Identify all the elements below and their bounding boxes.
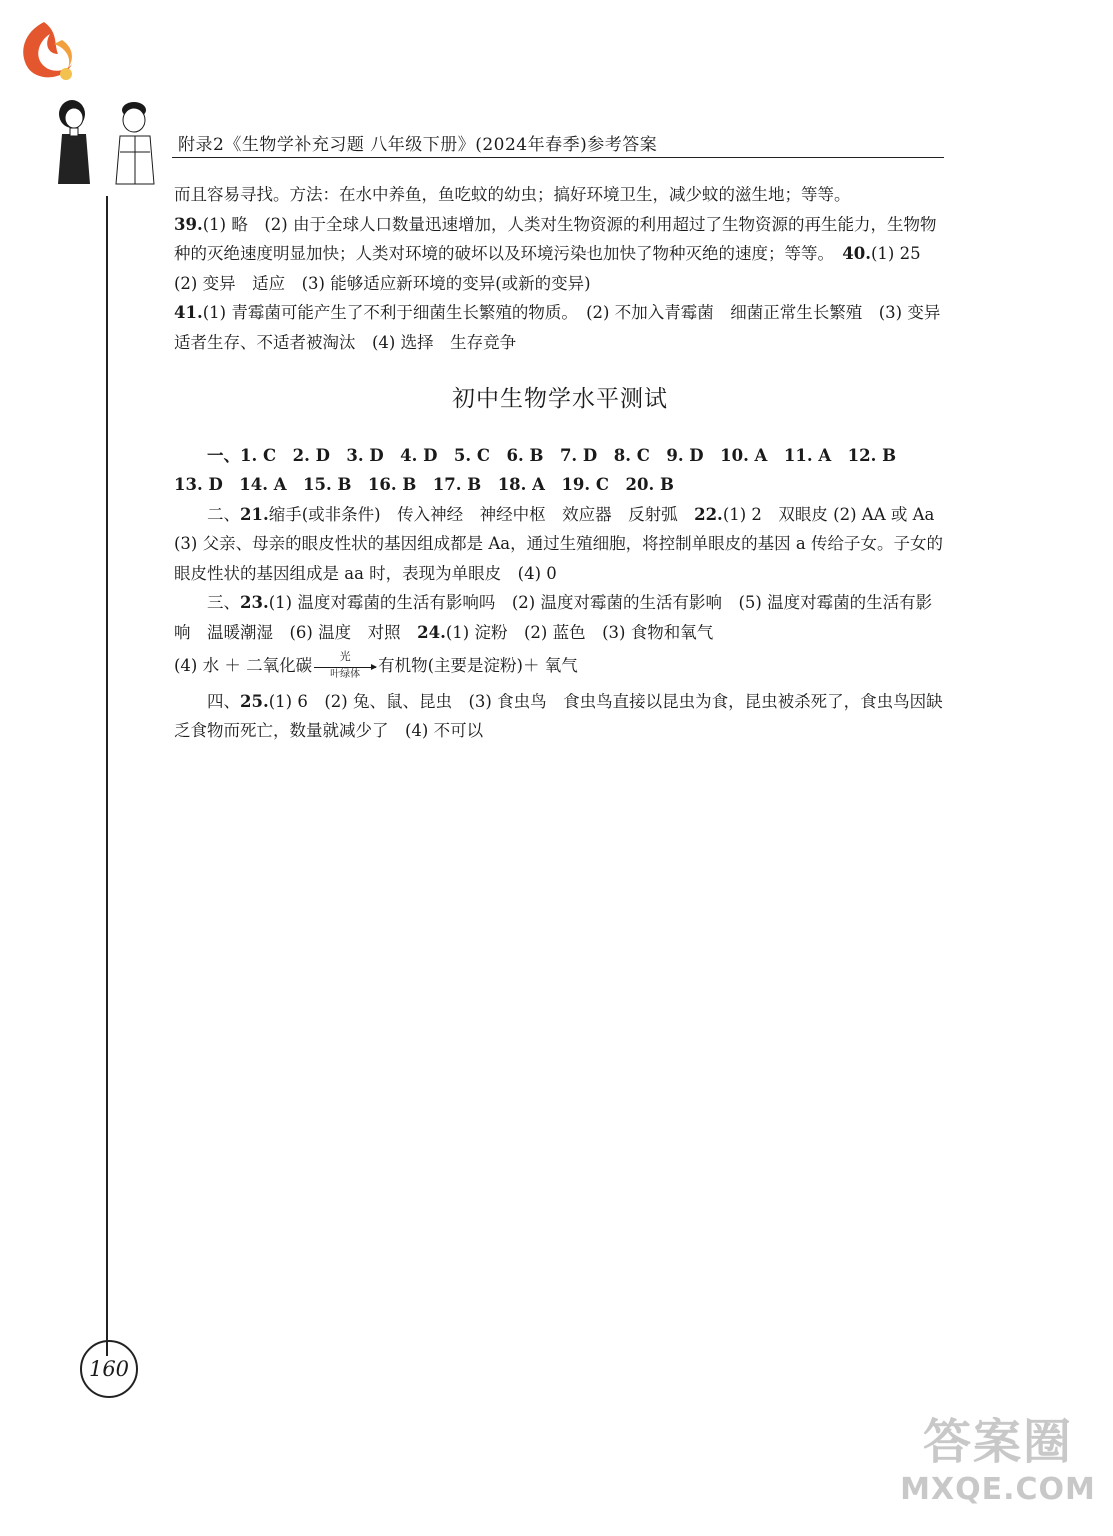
question-number: 40. — [842, 244, 871, 263]
question-number: 22. — [694, 504, 723, 524]
question-number: 41. — [174, 303, 203, 322]
watermark-text: 答案圈 — [922, 1414, 1073, 1470]
cartoon-students-icon — [50, 96, 162, 188]
section-prefix: 三、 — [207, 593, 240, 612]
publisher-logo-icon — [14, 18, 80, 82]
multiple-choice-line-2: 13. D 14. A 15. B 16. B 17. B 18. A 19. C 20. B — [174, 475, 674, 494]
answer-23-24 — [174, 588, 946, 647]
answer-text: (1) 温度对霉菌的生活有影响吗 (2) 温度对霉菌的生活有影响 (5) 温度对霉菌的生活有影响 温暖潮湿 (6) 温度 对照 — [174, 593, 933, 642]
section-prefix: 二、 — [207, 504, 240, 524]
watermark-logo — [891, 1412, 1105, 1532]
reaction-condition-light: 光 — [339, 649, 351, 663]
page-number: 160 — [80, 1340, 138, 1398]
reaction-arrow — [314, 649, 376, 680]
answer-text: (1) 青霉菌可能产生了不利于细菌生长繁殖的物质。 (2) 不加入青霉菌 细菌正常生长繁殖 (3) 变异 适者生存、不适者被淘汰 (4) 选择 生存竞争 — [174, 303, 957, 352]
header-rule — [172, 157, 944, 158]
section-prefix: 四、 — [207, 691, 240, 711]
multiple-choice-line-1: 一、1. C 2. D 3. D 4. D 5. C 6. B 7. D 8. C 9. D 10. A 11. A 12. B — [207, 445, 897, 465]
answer-text: (1) 略 (2) 由于全球人口数量迅速增加，人类对生物资源的利用超过了生物资源的再生能力，生物物种的灭绝速度明显加快；人类对环境的破坏以及环境污染也加快了物种灭绝的速度；等等。 — [174, 214, 937, 263]
section-title: 初中生物学水平测试 — [452, 386, 668, 412]
question-number: 23. — [240, 593, 269, 612]
answer-text: (1) 2 双眼皮 (2) AA 或 Aa (3) 父亲、母亲的眼皮性状的基因组成都是 Aa，通过生殖细胞，将控制单眼皮的基因 a 传给子女。子女的眼皮性状的基因组成是 aa 时，表现为单眼皮 (4) 0 — [174, 504, 951, 583]
photosynthesis-equation — [174, 651, 946, 681]
question-number: 25. — [240, 691, 269, 711]
answer-39-40 — [174, 210, 946, 299]
equation-products: 有机物(主要是淀粉)＋ 氧气 — [378, 656, 578, 675]
margin-rule — [106, 196, 108, 1356]
answer-text: (1) 25 (2) 变异 适应 (3) 能够适应新环境的变异(或新的变异) — [174, 244, 938, 293]
running-header: 附录2《生物学补充习题 八年级下册》(2024年春季)参考答案 — [178, 135, 658, 155]
watermark-url: MXQE.COM — [900, 1472, 1096, 1507]
answer-41 — [174, 298, 957, 357]
question-number: 39. — [174, 214, 203, 234]
continued-line: 而且容易寻找。方法：在水中养鱼，鱼吃蚊的幼虫；搞好环境卫生，减少蚊的滋生地；等等。 — [174, 185, 851, 204]
answer-text: (1) 淀粉 (2) 蓝色 (3) 食物和氧气 — [445, 622, 714, 642]
equation-reactants: (4) 水 ＋ 二氧化碳 — [174, 656, 313, 675]
arrow-icon — [314, 667, 376, 668]
answer-25 — [174, 687, 946, 746]
answer-content — [174, 180, 957, 746]
question-number: 24. — [417, 622, 446, 642]
answer-text: (1) 6 (2) 兔、鼠、昆虫 (3) 食虫鸟 食虫鸟直接以昆虫为食，昆虫被杀死了，食虫鸟因缺乏食物而死亡，数量就减少了 (4) 不可以 — [174, 691, 943, 740]
question-number: 21. — [240, 504, 269, 524]
reaction-condition-chloroplast: 叶绿体 — [330, 668, 361, 680]
answer-21-22 — [174, 500, 951, 589]
answer-text: 缩手(或非条件) 传入神经 神经中枢 效应器 反射弧 — [268, 504, 695, 524]
